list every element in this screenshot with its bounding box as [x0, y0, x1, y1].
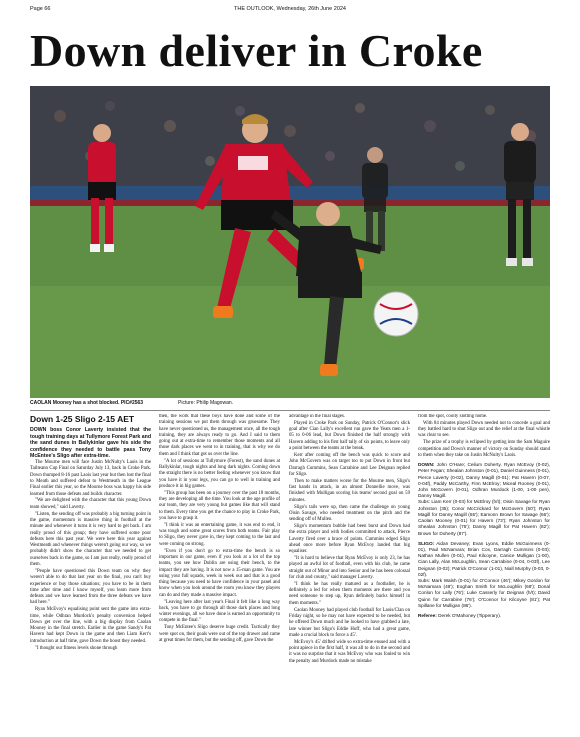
down-label: DOWN:	[418, 462, 435, 468]
photo-caption-bar	[30, 400, 550, 409]
article-column-1	[30, 427, 151, 729]
article-paragraph: Tony McEntee's Sligo deserve huge credit. Tactically they were spot on, their goals were out of the top drawer and came at great times for them, but the sending off, gave Down the	[159, 625, 280, 643]
article-lead: DOWN boss Conor Laverty insisted that the tough training days at Tullymore Forest Park and the sand dunes in Ballykinlar gave his side the confidence they needed to battle pass Tony McEntee's Sligo after extra-time.	[30, 427, 151, 459]
article-paragraph: McEvoy's 45' drifted wide so extra-time ensued and with a point apiece in the first half, it was all to do in the second and it was no surprise that it was McEvoy who was fouled to win the penalty and Murdock made no mistake	[289, 639, 410, 664]
article-paragraph: "We are delighted with the character that this young Down team showed," said Laverty.	[30, 498, 151, 510]
article-paragraph: Sligo's momentum bubble had been burst and Down had the extra player and with bodies committed to attack, Pierce Laverty fired over a brace of points. Cummins edged Sligo ahead once more before Ryan McEvoy landed that big equaliser.	[289, 524, 410, 555]
article-paragraph: "Even if you don't go to extra-time the bench is so important in our game, even if you look at a lot of the top teams, you see how Dublin are using their bench, to the impact they are having. It is not now a 15-man game. You are using your full squads, week in week out and that is a good thing because you need to have confidence in your panel and know when you look around the room you know they players can do and they made a massive impact.	[159, 548, 280, 598]
football	[374, 292, 418, 336]
article-paragraph: Then to make matters worse for the Mourne men, Sligo's fast hands in attack, in an almost Donnellie move, was finished with Mulligan scoring his teams' second goal on 59 minutes.	[289, 478, 410, 503]
score-line: Down 1-25 Sligo 2-15 AET	[30, 414, 135, 424]
article-paragraph: With 84 minutes played Down needed not to concede a goal and they battled hard to shut Sligo out and the relief at the final whistle was clear to see.	[418, 420, 550, 439]
photo-caption: CAOLAN Mooney has a shot blocked. PIC#2563	[30, 400, 144, 406]
headline: Down deliver in Croke	[30, 25, 483, 76]
article-paragraph: "A lot of sessions at Tullymore (Forest), the sand dunes at Ballykinlar, tough nights and long dark nights. Coming down the straight there is no better feeling whenever you know that you have it in your legs, you can go to well in training and produce it in big games.	[159, 458, 280, 489]
team-lineups	[418, 462, 550, 619]
article-paragraph: from the spot, coolly slotting home.	[418, 414, 488, 419]
article-column-2	[159, 414, 280, 729]
article-paragraph: Ryan McEvoy's equalising point sent the game into extra-time, while Odhran Murdock's penalty conversion helped Down get over the line, with a big display from Caolan Mooney in the final stretch. Earlier in the game Sandy's Pat Havern had kept Down in the game and then Liam Kerr's introduction at half time, gave Down the boost they needed.	[30, 607, 151, 644]
divider	[30, 410, 550, 411]
article-paragraph: Sligo's tails were up, then came the challenge on young Oisin Savage, who needed treatment on the pitch and the sending off of Mullen.	[289, 504, 410, 523]
paper-title: THE OUTLOOK, Wednesday, 26th June 2024	[234, 6, 346, 12]
referee-name: Derek O'Mahoney (Tipperary).	[438, 612, 502, 618]
down-players: John O'Hare; Ceilum Doherty, Ryan McEvoy (0-02), Peter Fegan; Shealan Johnston (0-01), Daniel Guinness (0-01), Pierce Laverty (0-02), Danny Magill (0-01); Pat Havern (0-07, 0-04f), Paddy McCarthy, Finn McElroy; Miceal Rooney (0-01), John McGovern (0-01), Odhran Murdock (1-00, 1-00 pen), Danny Magill.	[418, 462, 550, 499]
article-paragraph: "I think he has really matured as a footballer, he is definitely a led for when them moments are there and you need someone to step up, Ryan definitely backs himself in them moments."	[289, 581, 410, 606]
masthead	[30, 6, 550, 16]
article-paragraph: "I think it was an entertaining game, it was end to end, it was tough and some great scores from both teams. Fair play to Sligo, they never gave in, they kept coming to the last and were coming on strong.	[159, 522, 280, 547]
article-paragraph: "I thought our fitness levels shone through	[35, 645, 118, 651]
referee-line	[418, 613, 550, 619]
article-paragraph: "Leaving here after last year's Final it felt like a long way back, you have to go through all those dark places and long winter evenings, all we have done is earned an opportunity to compete in the final."	[159, 599, 280, 624]
article-paragraph: "This group has been on a journey over the past 18 months, they are developing all the time. You look at the age profile of our team, they are very young but games like that will stand to them. Every time you get the chance to play in Croke Park, you have to grasp it.	[159, 490, 280, 521]
page-number: Page 66	[30, 6, 51, 12]
article-paragraph: Kerr after coming off the bench was quick to score and John McGovern was on target too to put Down in front but Darragh Cummins, Sean Carrabine and Lee Deignan replied for Sligo.	[289, 452, 410, 477]
article-paragraph: The prize of a trophy is eclipsed by getting into the Sam Maguire competition and Down's manner of victory on Sunday should stand to them when they take on Justin McNulty's Laois.	[418, 440, 550, 458]
article-paragraph: advantage in the final stages.	[289, 414, 346, 419]
article-paragraph: "Listen, the sending off was probably a big turning point in the game, momentum is massive thing in football at the minute and whenever it turns it is very hard to get back. I am really proud of this group; they have suffered some poor defeats here this past year. We were here this year against Westmeath and whenever things weren't going our way, so we probably didn't show the character that we needed to get ourselves back in the game, so I am just really, really proud of them.	[30, 511, 151, 568]
sligo-lineup	[418, 541, 550, 609]
down-subs: Subs: Liam Kerr (0-03) for McElroy (h/t); Oisin Savage for Ryan Johnston (35); Conor McCrickard for McGovern (50'); Ryan Magill for Danny Magill (65'); Eamonn Brown for Savage (66'); Caolan Mooney (0-01) for Havern (73'); Ryan Johnston for Shealan Johnston (75'); Danny Magill for Pat Havern (82'); Brown for Doherty (87').	[418, 499, 550, 536]
down-lineup	[418, 462, 550, 536]
article-paragraph: The Mourne men will face Justin McNulty's Laois in the Tailteann Cup Final on Saturday July 13, back in Croke Park. Down thumped 8-16 past Laois last year but then lost the final to Meath and suffered defeat to Westmeath in the League Final earlier this year, so the Mourne boss was happy his side learned from those defeats and builds character.	[30, 460, 151, 497]
photo-credit: Picture: Philip Magowan.	[178, 400, 234, 406]
referee-label: Referee:	[418, 612, 437, 618]
article-column-3	[289, 414, 410, 729]
article-paragraph: "It is hard to believe that Ryan McEvoy is only 23, he has played an awful lot of football, even with his club, he came straight out of Minor and into Senior and he has been colossal for club and county," said manager Laverty.	[289, 556, 410, 580]
photo-illustration	[30, 86, 550, 398]
match-photo	[30, 86, 550, 398]
article-paragraph: then, the work that these boys have done and some of the training sessions we put them through was gruesome. They have never questioned us, the management once, all the tough training, they are always ready to go. And I said to them going out at extra-time to remember those moments and all those dark places we went to in training, that is why we do them and I think that got us over the line.	[159, 414, 280, 457]
article-paragraph: "People have questioned this Down team on why they weren't able to do that last year on the final, you can't buy experience or buy those situations; you have to be in them time after time and I know myself, you learn more from defeats and we have learned from the three defeats we have had here."	[30, 568, 151, 606]
sligo-subs: Subs: Mark Walsh (0-01) for O'Connor (46'); Mikey Gordon for McNamara (49'); Eoghan Smith for McLoughlin (69'); Donal Conlon for Lally (76'); Luke Casserly for Deignan (h/t); David Quinn for Carrabine (76'); O'Connor for Kilcoyne (81'); Pat Spillane for Mulligan (86').	[418, 577, 550, 608]
article-paragraph: Caolan Mooney had played club football for Laois/Clan on Friday night, so he may not have expected to be needed, but he offered Down much and he looked to have grabbed a late, late winner but Sligo's Eddie Hoff, who had a great game, made a crucial block to force a 45'.	[289, 607, 410, 638]
sligo-players: Aidan Devaney; Evan Lyons, Eddie McGuinness (0-01), Paul McNamara; Brian Cox, Darragh Cummins (0-03); Nathan Mullen (0-01), Paul Kilcoyne, Canice Mulligan (1-00), Cian Lally, Alan McLoughlin, Sean Carrabine (0-04, 0-03f), Lee Deignan (0-02); Patrick O'Connor (1-01), Niall Murphy (0-03, 0-02f).	[418, 540, 550, 577]
sligo-label: SLIGO:	[418, 540, 435, 546]
article-paragraph: Played in Croke Park on Sunday, Patrick O'Connor's slick goal after Cian Lally's excellent run gave the Yeats men a 1-05 to 0-06 lead, but Down finished the half strongly with Havern adding to his first half tally of six points, to leave only a point between the teams at the break.	[289, 420, 410, 452]
article-column-4	[418, 414, 550, 729]
